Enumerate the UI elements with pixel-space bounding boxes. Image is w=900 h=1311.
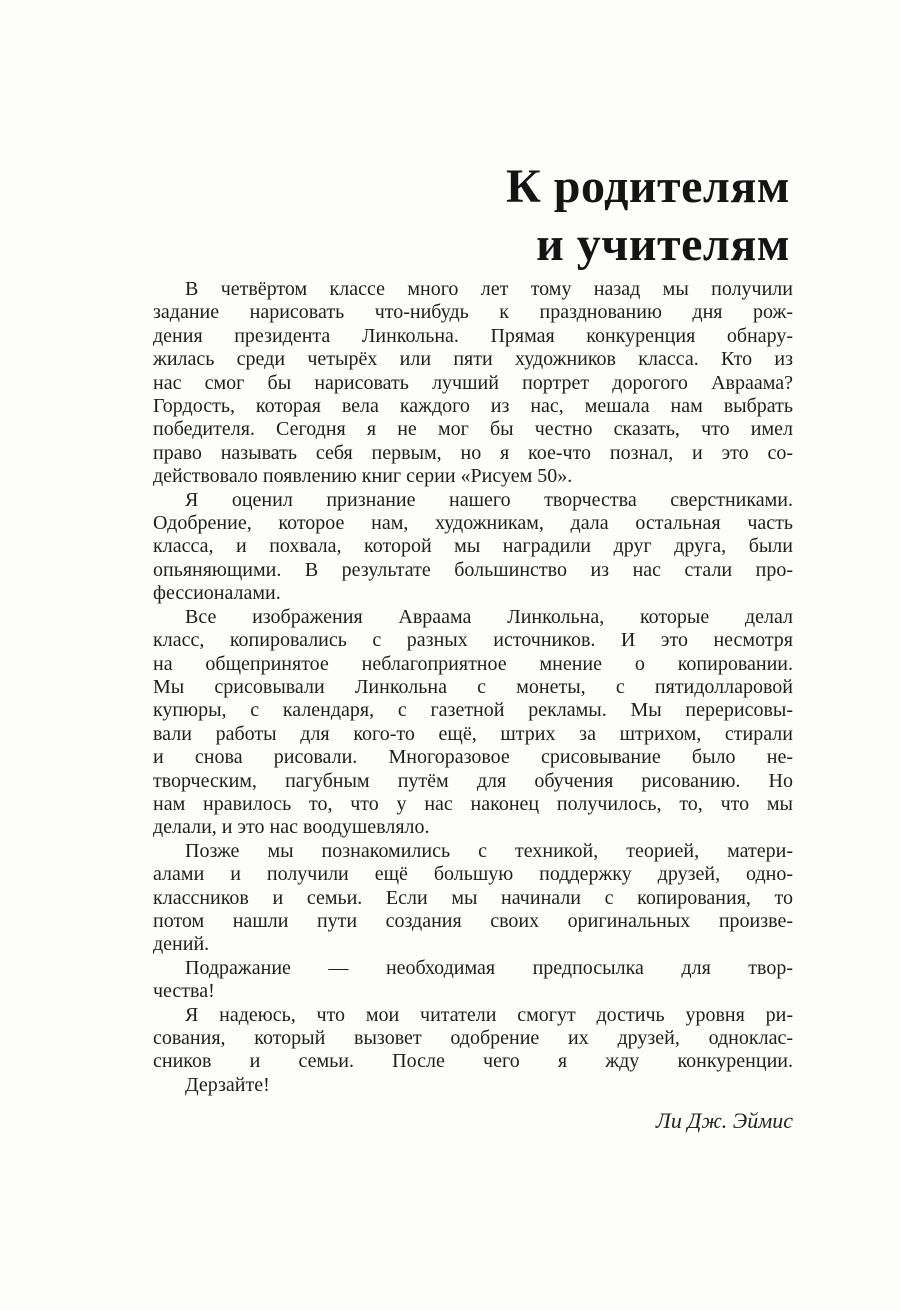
text-line: Одобрение, которое нам, художникам, дала остальная часть bbox=[153, 512, 793, 535]
paragraph bbox=[153, 840, 793, 957]
paragraph bbox=[153, 278, 793, 489]
text-line: потом нашли пути создания своих оригинальных произве- bbox=[153, 909, 793, 932]
text-line: дений. bbox=[153, 933, 210, 956]
text-line: на общепринятое неблагоприятное мнение о копировании. bbox=[153, 652, 793, 675]
author-signature: Ли Дж. Эймис bbox=[655, 1108, 793, 1134]
text-line: классников и семьи. Если мы начинали с копирования, то bbox=[153, 886, 793, 909]
paragraph bbox=[153, 489, 793, 606]
body-text bbox=[153, 278, 793, 1097]
text-line: жилась среди четырёх или пяти художников класса. Кто из bbox=[153, 348, 793, 371]
text-line: класса, и похвала, которой мы наградили друг друга, были bbox=[153, 535, 793, 558]
text-line: Все изображения Авраама Линкольна, которые делал bbox=[185, 605, 793, 628]
page-title-line-2: и учителям bbox=[536, 218, 790, 272]
text-line: чества! bbox=[153, 980, 215, 1003]
text-line: нам нравилось то, что у нас наконец получилось, то, что мы bbox=[153, 792, 793, 815]
text-line: сников и семьи. После чего я жду конкуренции. bbox=[153, 1050, 793, 1073]
text-line: победителя. Сегодня я не мог бы честно сказать, что имел bbox=[153, 418, 793, 441]
paragraph bbox=[153, 606, 793, 840]
text-line: нас смог бы нарисовать лучший портрет дорогого Авраама? bbox=[153, 371, 793, 394]
text-line: класс, копировались с разных источников. И это несмотря bbox=[153, 629, 793, 652]
text-line: Подражание — необходимая предпосылка для твор- bbox=[185, 956, 793, 979]
text-line: Я надеюсь, что мои читатели смогут достичь уровня ри- bbox=[185, 1003, 793, 1026]
text-line: творческим, пагубным путём для обучения рисованию. Но bbox=[153, 769, 793, 792]
text-line: и снова рисовали. Многоразовое срисовывание было не- bbox=[153, 746, 793, 769]
text-line: фессионалами. bbox=[153, 582, 281, 605]
text-line: опьяняющими. В результате большинство из нас стали про- bbox=[153, 558, 793, 581]
text-line: дения президента Линкольна. Прямая конкуренция обнару- bbox=[153, 324, 793, 347]
text-line: купюры, с календаря, с газетной рекламы. Мы перерисовы- bbox=[153, 699, 793, 722]
text-line: задание нарисовать что-нибудь к празднованию дня рож- bbox=[153, 301, 793, 324]
page-title bbox=[153, 158, 790, 274]
text-line: Дерзайте! bbox=[185, 1073, 270, 1096]
paragraph bbox=[153, 957, 793, 1004]
text-column bbox=[153, 278, 793, 1134]
text-line: действовало появлению книг серии «Рисуем 50». bbox=[153, 465, 573, 488]
text-line: вали работы для кого-то ещё, штрих за штрихом, стирали bbox=[153, 722, 793, 745]
page-title-line-1: К родителям bbox=[505, 160, 790, 214]
paragraph bbox=[153, 1004, 793, 1098]
text-line: Мы срисовывали Линкольна с монеты, с пятидолларовой bbox=[153, 675, 793, 698]
text-line: Гордость, которая вела каждого из нас, мешала нам выбрать bbox=[153, 395, 793, 418]
text-line: В четвёртом классе много лет тому назад мы получили bbox=[185, 278, 793, 300]
text-line: алами и получили ещё большую поддержку друзей, одно- bbox=[153, 863, 793, 886]
text-line: Позже мы познакомились с техникой, теорией, матери- bbox=[185, 839, 793, 862]
text-line: право называть себя первым, но я кое-что познал, и это со- bbox=[153, 441, 793, 464]
text-line: делали, и это нас воодушевляло. bbox=[153, 816, 430, 839]
text-line: сования, который вызовет одобрение их друзей, одноклас- bbox=[153, 1027, 793, 1049]
text-line: Я оценил признание нашего творчества сверстниками. bbox=[185, 488, 793, 511]
